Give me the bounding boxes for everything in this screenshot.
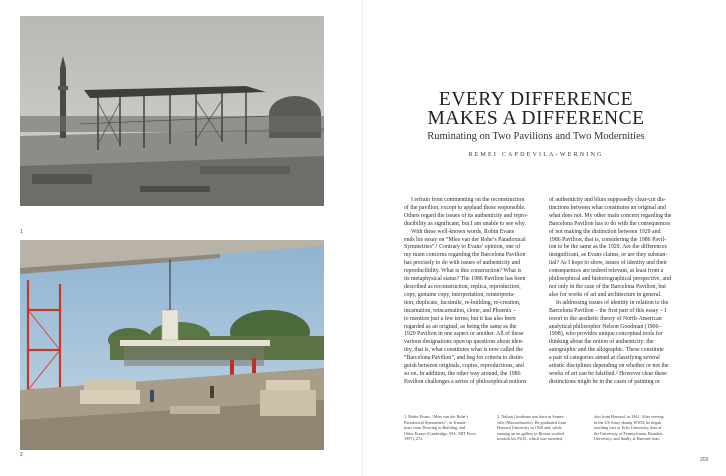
text-line: insignificant, as Evans claims, or are they substan- [549,252,668,259]
footnote-line: 1997), 272. [404,436,424,442]
text-line: resort to the aesthetic theory of North-American [549,315,662,322]
footnote-line: teaching first at Tufts University, then at [594,425,662,431]
text-line: I refrain from commenting on the reconstruction [411,197,525,203]
body-column-right [549,197,691,387]
footnote-line: the University of Pennsylvania, Brandeis [594,430,663,436]
text-line: Symmetries”.¹ Contrary to Evans’ opinion, one of [404,244,521,251]
body-column-left [404,197,542,387]
article-title-line-2: MAKES A DIFFERENCE [427,108,645,129]
text-line: to mention just a few terms; but it has also been [404,315,516,322]
text-line: tion, duplicate, facsimile, re-building, re-creation, [404,299,521,306]
text-line: ducibility as significant, but I am unable to see why. [404,220,526,227]
text-line: reproducibility. What is this construction? What is [404,268,522,275]
text-line: regarded as an original, as being the same as the [404,323,517,330]
footnote-1 [404,414,492,442]
footnote-line: also from Harvard, in 1941. After serving [594,414,664,419]
page-number: 203 [700,457,709,463]
footnote-line: 1. Robin Evans, “Mies van der Rohe’s [404,414,469,419]
text-line: 1929 Pavilion in one aspect or another. All of these [404,331,524,338]
text-line: 1986 Pavilion, that is, considering the 1986 Pavil- [549,236,667,243]
footnote-2 [497,414,585,442]
text-line: distinctions might be in the cases of painting or [549,378,660,385]
text-line: Pavilion challenges a series of philosophical notions [404,378,527,385]
figure-2-number: 2 [20,452,23,458]
text-line: also for works of art and architecture in general. [549,291,662,298]
text-line: incarnation, reincarnation, clone, and Phoenix – [404,307,516,314]
text-line: tinctions between what constitutes an original and [549,204,666,211]
footnote-line: running an art gallery in Boston worked [497,430,564,436]
text-line: of not making the distinction between 1929 and [549,228,661,235]
article-subtitle: Ruminating on Two Pavilions and Two Modernities [427,131,645,142]
page-gutter [362,0,363,476]
footnote-line: University, and finally at Harvard from [594,436,660,442]
footnote-line: Other Essays (Cambridge, MA: MIT Press, [404,430,477,436]
text-line: copy, genuine copy, interpretation, reinterpreta- [404,291,516,298]
historical-construction-photo [20,16,324,206]
article-title-line-1: EVERY DIFFERENCE [438,89,634,110]
text-line: consequences are indeed relevant, at least from a [549,268,664,275]
footnote-line: Paradoxical Symmetries”, in Transla- [404,419,467,425]
footnote-line: towards his Ph.D., which was awarded, [497,436,563,442]
footnote-2-continued [594,414,690,442]
figure-1-number: 1 [20,229,23,235]
text-line: not only in the case of the Barcelona Pavilion, but [549,283,666,290]
text-line: thinking about the notion of authenticity: the [549,339,654,346]
text-line: Others regard the issues of its authenticity and repro- [404,212,528,219]
text-line: 1998), who provides unique conceptual tools for [549,331,663,338]
footnote-line: Harvard University in 1928 and, while [497,425,562,431]
text-line: In addressing issues of identity in relation to the [556,299,669,306]
text-line: of the pavilion, except to applaud those responsible. [404,204,526,211]
author-name: REMEI CAPDEVILA-WERNING [468,152,604,158]
reconstruction-site-photo [20,240,324,450]
footnote-line: in the US Army during WWII, he began [594,419,662,425]
text-line: With these well-known words, Robin Evans [411,228,514,235]
text-line: guish between originals, copies, reproductions, and [404,363,524,370]
text-line: so on. In addition, the other way around, the 1986 [404,370,521,377]
text-line: has precisely to do with issues of authenticity and [404,260,521,267]
text-line: “Barcelona Pavilion”, and beg for criteria to distin- [404,355,524,362]
text-line: tial? As I hope to show, issues of identity and their [549,260,667,267]
text-line: my main concerns regarding the Barcelona Pavilion [404,252,526,259]
text-line: ends his essay on “Mies van der Rohe’s Paradoxical [404,236,526,243]
text-line: of authenticity and blurs supposedly clear-cut dis- [549,197,666,203]
text-line: its metaphysical status? The 1986 Pavilion has been [404,276,526,283]
text-line: a pair of categories aimed at classifying several [549,355,660,362]
footnote-line: tions from Drawing to Building, and [404,425,466,431]
text-line: what does not. My other main concern regarding the [549,212,672,219]
text-line: autographic and the allographic. These constitute [549,347,664,354]
footnote-line: 2. Nelson Goodman was born in Somer- [497,414,565,419]
text-line: Barcelona Pavilion – the first part of this essay – I [549,307,667,314]
text-line: philosophical and historiographical perspective, and [549,276,671,283]
text-line: various designations open up questions about iden- [404,339,524,346]
text-line: ion to be the same as the 1929. Are the differences [549,244,667,251]
footnote-line: ville (Massachusetts). He graduated from [497,419,567,425]
text-line: analytical philosopher Nelson Goodman (1906– [549,323,662,330]
text-line: works of art can be falsified.² However clear these [549,370,667,377]
text-line: tity, that is, what constitutes what is now called the [404,347,523,354]
text-line: artistic disciplines depending on whether or not the [549,363,669,370]
text-line: Barcelona Pavilion has to do with the consequences [549,220,671,227]
text-line: described as reconstruction, replica, reproduction, [404,283,521,290]
